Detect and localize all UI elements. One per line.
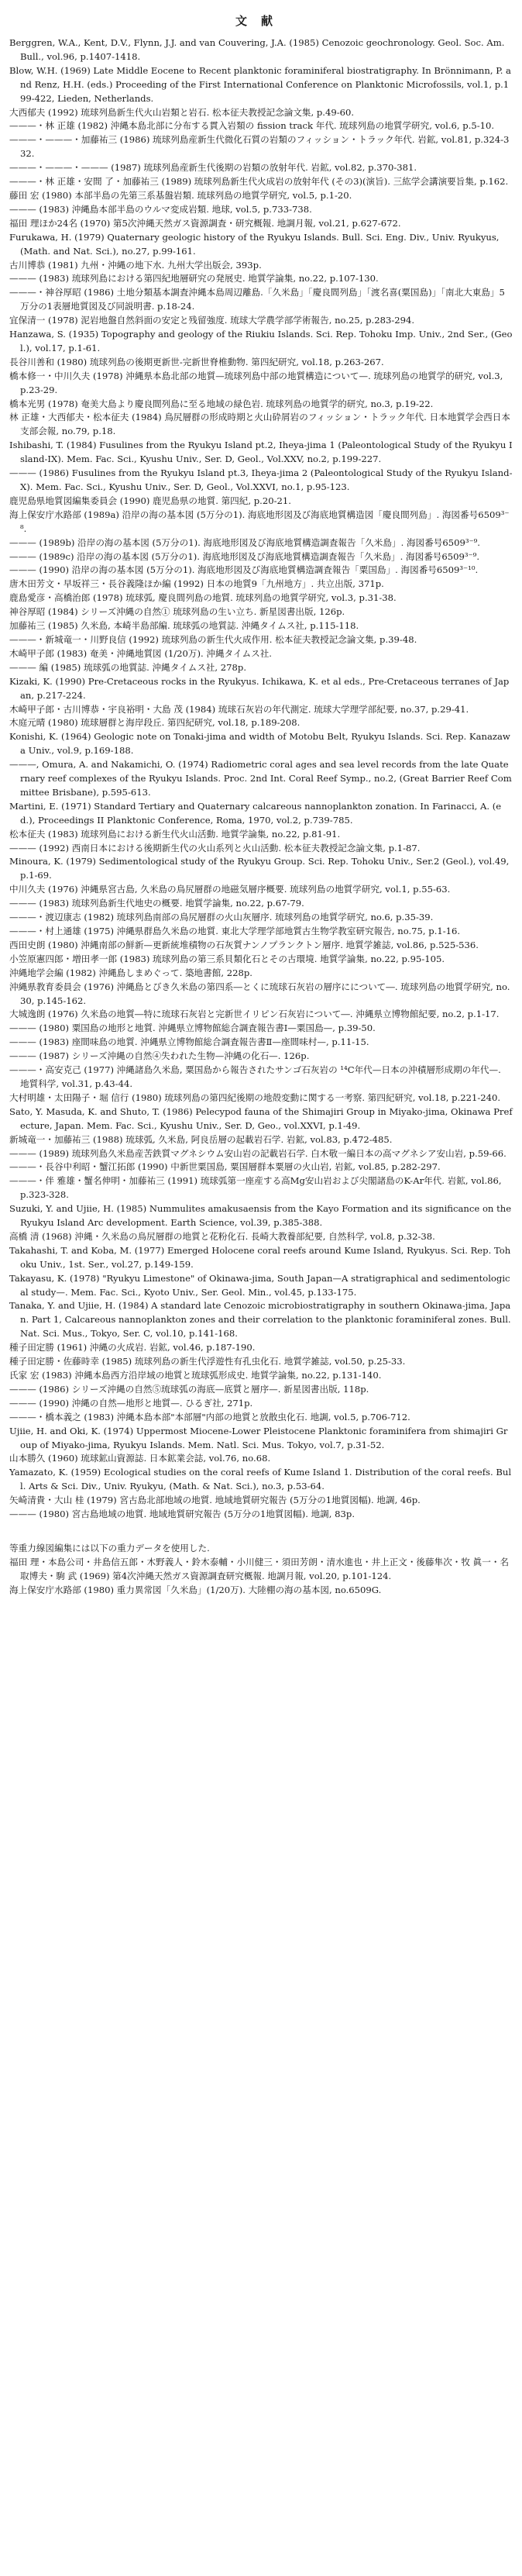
reference-entry: Takayasu, K. (1978) "Ryukyu Limestone" of Okinawa-jima, South Japan—A stratigraphical and sedimentological study—. Mem. Fac. Sci., Kyoto Univ., Ser. Geol. Min., vol.45, p.133-175. xyxy=(9,1272,510,1298)
reference-entry: 唐木田芳文・早坂祥三・長谷義隆ほか編 (1992) 日本の地質9「九州地方」. 共立出版, 371p. xyxy=(9,578,384,590)
reference-entry: ———・高安克己 (1977) 沖縄諸島久米島, 粟国島から報告されたサンゴ石灰岩の ¹⁴C年代—日本の沖積層形成期の年代—. 地質科学, vol.31, p.43-44. xyxy=(9,1064,501,1089)
reference-entry: 山本勝久 (1960) 琉球鉱山資源誌. 日本鉱業会誌, vol.76, no.68. xyxy=(9,1453,271,1464)
reference-entry: ———, Omura, A. and Nakamichi, O. (1974) Radiometric coral ages and sea level records from the late Quaternary reef complexes of the Ryukyu Islands. Proc. 2nd Int. Coral Reef Symp., no.2, (Great Barrier Reef Committee Brisbane), p.595-613. xyxy=(9,759,512,798)
reference-entry: ——— (1983) 琉球列島新生代地史の概要. 地質学論集, no.22, p.67-79. xyxy=(9,898,304,909)
reference-entry: 林 正雄・大西郁夫・松本征夫 (1984) 鳥尻層群の形成時期と火山砕屑岩のフィッション・トラック年代. 日本地質学会西日本支部会報, no.79, p.18. xyxy=(9,412,510,437)
reference-entry: 沖縄地学会編 (1982) 沖縄島しまめぐって. 築地書館, 228p. xyxy=(9,967,252,978)
reference-entry: ——— (1983) 座間味島の地質. 沖縄県立博物館総合調査報告書Ⅱ—座間味村—, p.11-15. xyxy=(9,1036,369,1048)
reference-entry: ———・神谷厚昭 (1986) 土地分類基本調査沖縄本島周辺離島.「久米島」「慶良間列島」「渡名喜(粟国島)」「南北大東島」5万分の1表層地質図及び同説明書. p.18-24. xyxy=(9,287,505,312)
reference-entry: 橋本光男 (1978) 奄美大島より慶良間列島に至る地域の緑色岩. 琉球列島の地質学的研究, no.3, p.19-22. xyxy=(9,398,434,409)
reference-entry: Takahashi, T. and Koba, M. (1977) Emerged Holocene coral reefs around Kume Island, Ryukyus. Sci. Rep. Tohoku Univ., 1st. Ser., vol.27, p.149-159. xyxy=(9,1244,511,1270)
reference-entry: Blow, W.H. (1969) Late Middle Eocene to Recent planktonic foraminiferal biostratigraphy. In Brönnimann, P. and Renz, H.H. (eds.) Proceeding of the First International Conference on Planktonic Microfossils, vol.1, p.199-422, Lieden, Netherlands. xyxy=(9,64,511,104)
reference-entry: Ujiie, H. and Oki, K. (1974) Uppermost Miocene-Lower Pleistocene Planktonic foraminifera from shimajiri Group of Miyako-jima, Ryukyu Islands. Mem. Natl. Sci. Mus. Tokyo, vol.7, p.31-52. xyxy=(9,1425,508,1450)
reference-entry: 松本征夫 (1983) 琉球列島における新生代火山活動. 地質学論集, no.22, p.81-91. xyxy=(9,828,341,840)
reference-entry: Suzuki, Y. and Ujiie, H. (1985) Nummulites amakusaensis from the Kayo Formation and its significance on the Ryukyu Island Arc development. Earth Science, vol.39, p.385-388. xyxy=(9,1203,512,1229)
reference-entry: 福田 理ほか24名 (1970) 第5次沖縄天然ガス資源調査・研究概報. 地調月報, vol.21, p.627-672. xyxy=(9,217,401,229)
reference-entry: 大城逸朗 (1976) 久米島の地質―特に琉球石灰岩と完新世イリピン石灰岩について―. 沖縄県立博物館紀要, no.2, p.1-17. xyxy=(9,1009,500,1020)
reference-entry: Tanaka, Y. and Ujiie, H. (1984) A standard late Cenozoic microbiostratigraphy in southern Okinawa-jima, Japan. Part 1, Calcareous nannoplankton zones and their correlation to the planktonic foraminiferal zones. Bull. Nat. Sci. Mus., Tokyo, Ser. C, vol.10, p.141-168. xyxy=(9,1300,511,1340)
reference-entry: ——— (1992) 西南日本における後期新生代の火山系列と火山活動. 松本征夫教授記念論文集, p.1-87. xyxy=(9,842,421,853)
reference-entry: ———・林 正雄・安間 了・加藤祐三 (1989) 琉球列島新生代火成岩の放射年代 (その3)(演旨). 三紘学会講演要旨集, p.162. xyxy=(9,176,509,188)
reference-entry: ——— (1980) 宮古島地域の地質. 地域地質研究報告 (5万分の1地質図幅). 地調, 83p. xyxy=(9,1509,355,1520)
reference-entry: 鹿島愛彦・高橋治郎 (1978) 琉球弧, 慶良間列島の地質. 琉球列島の地質学研究, vol.3, p.31-38. xyxy=(9,592,397,604)
reference-entry: 橋本修一・中川久夫 (1978) 沖縄県本島北部の地質—琉球列島中部の地質構造について—. 琉球列島の地質学的研究, vol.3, p.23-29. xyxy=(9,370,503,395)
reference-entry: ——— (1989b) 沿岸の海の基本図 (5万分の1). 海底地形図及び海底地質構造調査報告「久米島」. 海図番号6509³⁻⁹. xyxy=(9,536,480,548)
reference-entry: 矢崎清貴・大山 桂 (1979) 宮古島北部地域の地質. 地域地質研究報告 (5万分の1地質図幅). 地調, 46p. xyxy=(9,1495,421,1506)
reference-entry: ——— (1989c) 沿岸の海の基本図 (5万分の1). 海底地形図及び海底地質構造調査報告「久米島」. 海図番号6509³⁻⁹. xyxy=(9,550,479,562)
reference-entry: 沖縄県教育委員会 (1976) 沖縄島とびき久米島の第四系―とくに琉球石灰岩の層序にについて―. 琉球列島の地質学研究, no.30, p.145-162. xyxy=(9,981,510,1006)
reference-entry: Sato, Y. Masuda, K. and Shuto, T. (1986) Pelecypod fauna of the Shimajiri Group in Miyako-jima, Okinawa Prefecture, Japan. Mem. Fac. Sci., Kyushu Univ., Ser. D, Geo., vol.XXVI, p.1-49. xyxy=(9,1105,513,1131)
reference-list xyxy=(9,36,513,1522)
reference-entry: 鹿児島県地質図編集委員会 (1990) 鹿児島県の地質. 第四紀, p.20-21. xyxy=(9,495,291,506)
reference-entry: ——— (1986) Fusulines from the Ryukyu Island pt.3, Iheya-jima 2 (Paleontological Study of the Ryukyu Island-X). Mem. Fac. Sci., Kyushu Univ., Ser. D, Geol., Vol.XXVI, no.1, p.95-123. xyxy=(9,467,513,492)
reference-entry: Minoura, K. (1979) Sedimentological study of the Ryukyu Group. Sci. Rep. Tohoku Univ., Ser.2 (Geol.), vol.49, p.1-69. xyxy=(9,856,510,881)
reference-entry: 古川博恭 (1981) 九州・沖縄の地下水. 九州大学出版会, 393p. xyxy=(9,259,262,271)
note-entry: 福田 理・本島公司・井島信五郎・木野義人・鈴木泰輔・小川健三・須田芳朗・清水進也・井上正文・後藤隼次・牧 眞一・名取博夫・駒 武 (1969) 第4次沖縄天然ガス資源調査研究概報. 地調月報, vol.20, p.101-124. xyxy=(9,1556,510,1581)
reference-entry: Konishi, K. (1964) Geologic note on Tonaki-jima and width of Motobu Belt, Ryukyu Islands. Sci. Rep. Kanazawa Univ., vol.9, p.169-188. xyxy=(9,731,510,757)
reference-entry: 神谷厚昭 (1984) シリーズ沖縄の自然① 琉球列島の生い立ち. 新星図書出版, 126p. xyxy=(9,606,345,618)
reference-entry: Martini, E. (1971) Standard Tertiary and Quaternary calcareous nannoplankton zonation. In Farinacci, A. (ed.), Proceedings II Planktonic Conference, Roma, 1970, vol.2, p.739-785. xyxy=(9,800,502,826)
reference-entry: 中川久夫 (1976) 沖縄県宮古島, 久米島の鳥尻層群の地磁気層序概要. 琉球列島の地質学研究, vol.1, p.55-63. xyxy=(9,884,451,895)
reference-entry: 高橋 清 (1968) 沖縄・久米島の鳥尻層群の地質と花粉化石. 長崎大教養部紀要, 自然科学, vol.8, p.32-38. xyxy=(9,1230,435,1242)
reference-entry: ———・新城竜一・川野良信 (1992) 琉球列島の新生代火成作用. 松本征夫教授記念論文集, p.39-48. xyxy=(9,633,417,645)
page-title: 文献 xyxy=(235,14,287,28)
reference-entry: Yamazato, K. (1959) Ecological studies on the coral reefs of Kume Island 1. Distribution of the coral reefs. Bull. Arts & Sci. Div., Univ. Ryukyu, (Math. & Nat. Sci.), no.3, p.53-64. xyxy=(9,1467,512,1492)
reference-entry: ——— (1990) 沿岸の海の基本図 (5万分の1). 海底地形図及び海底地質構造調査報告「粟国島」. 海図番号6509³⁻¹⁰. xyxy=(9,564,479,576)
reference-entry: Furukawa, H. (1979) Quaternary geologic history of the Ryukyu Islands. Bull. Sci. Eng. Div., Univ. Ryukyus, (Math. and Nat. Sci.), no.27, p.99-161. xyxy=(9,231,500,257)
reference-entry: 新城竜一・加藤祐三 (1988) 琉球弧, 久米島, 阿良岳層の起載岩石学. 岩鉱, vol.83, p.472-485. xyxy=(9,1133,393,1145)
reference-entry: 藤田 宏 (1980) 本部半島の先第三系基盤岩類. 琉球列島の地質学研究, vol.5, p.1-20. xyxy=(9,189,352,201)
reference-entry: Berggren, W.A., Kent, D.V., Flynn, J.J. and van Couvering, J.A. (1985) Cenozoic geochronology. Geol. Soc. Am. Bull., vol.96, p.1407-1418. xyxy=(9,37,505,62)
reference-entry: ——— (1980) 粟国島の地形と地質. 沖縄県立博物館総合調査報告書Ⅰ—粟国島—, p.39-50. xyxy=(9,1022,376,1034)
reference-entry: ——— (1986) シリーズ沖縄の自然⑤琉球弧の海底—底質と層序—. 新星図書出版, 118p. xyxy=(9,1383,369,1395)
reference-entry: 西田史朗 (1980) 沖縄南部の鮮新—更新統堆積物の石灰質ナンノプランクトン層序. 地質学雑誌, vol.86, p.525-536. xyxy=(9,939,479,950)
reference-entry: ——— (1989) 琉球列島久米島産苦鉄質マグネシウム安山岩の記載岩石学. 白木敬一編日本の高マグネシア安山岩, p.59-66. xyxy=(9,1147,507,1159)
reference-entry: ———・長谷中利昭・蟹江拓郎 (1990) 中新世粟国島, 粟国層群本粟層の火山岩, 岩鉱, vol.85, p.282-297. xyxy=(9,1161,441,1173)
reference-entry: ——— 編 (1985) 琉球弧の地質誌. 沖縄タイムス社, 278p. xyxy=(9,661,247,673)
reference-entry: 種子田定勝 (1961) 沖縄の火成岩. 岩鉱, vol.46, p.187-190. xyxy=(9,1342,256,1354)
reference-entry: ———・橋本義之 (1983) 沖縄本島本部"本部層"内部の地質と放散虫化石. 地調, vol.5, p.706-712. xyxy=(9,1411,410,1422)
reference-entry: ———・林 正雄 (1982) 沖縄本島北部に分布する貫入岩類の fission track 年代. 琉球列島の地質学研究, vol.6, p.5-10. xyxy=(9,120,495,132)
reference-entry: 大村明雄・太田陽子・堀 信行 (1980) 琉球列島の第四紀後期の地殻変動に関する一考察. 第四紀研究, vol.18, p.221-240. xyxy=(9,1091,501,1103)
reference-entry: Kizaki, K. (1990) Pre-Cretaceous rocks in the Ryukyus. Ichikawa, K. et al eds., Pre-Cretaceous terranes of Japan, p.217-224. xyxy=(9,675,510,701)
reference-entry: ——— (1983) 沖縄島本部半島のウルマ変成岩類. 地球, vol.5, p.733-738. xyxy=(9,203,312,215)
reference-entry: 海上保安庁水路部 (1989a) 沿岸の海の基本図 (5万分の1). 海底地形図及び海底地質構造図「慶良間列島」. 海図番号6509³⁻⁸. xyxy=(9,509,510,534)
reference-entry: ———・渡辺康志 (1982) 琉球列島南部の鳥尻層群の火山灰層序. 琉球列島の地質学研究, no.6, p.35-39. xyxy=(9,912,434,923)
reference-entry: ———・———・加藤祐三 (1986) 琉球列島産新生代微化石質の岩類のフィッション・トラック年代. 岩鉱, vol.81, p.324-332. xyxy=(9,134,510,160)
reference-entry: 小笠原憲四郎・増田孝一郎 (1983) 琉球列島の第三系貝類化石とその古環境. 地質学論集, no.22, p.95-105. xyxy=(9,953,445,964)
reference-entry: 木崎甲子郎 (1983) 奄美・沖縄地質図 (1/20万). 沖縄タイムス社. xyxy=(9,647,272,659)
reference-entry: 氏家 宏 (1983) 沖縄本島西方沿岸域の地質と琉球弧形成史. 地質学論集, no.22, p.131-140. xyxy=(9,1370,382,1381)
reference-entry: 種子田定勝・佐藤時幸 (1985) 琉球列島の新生代浮遊性有孔虫化石. 地質学雑誌, vol.50, p.25-33. xyxy=(9,1356,406,1367)
reference-entry: ———・村上通雄 (1975) 沖縄県群島久米島の地質. 東北大学理学部地質古生物学教室研究報告, no.75, p.1-16. xyxy=(9,926,461,936)
reference-entry: ———・伴 雅雄・蟹名伸明・加藤祐三 (1991) 琉球弧第一座産する高Mg安山岩および尖閣諸島のK-Ar年代. 岩鉱, vol.86, p.323-328. xyxy=(9,1175,502,1201)
reference-entry: Ishibashi, T. (1984) Fusulines from the Ryukyu Island pt.2, Iheya-jima 1 (Paleontological Study of the Ryukyu Island-IX). Mem. Fac. Sci., Kyushu Univ., Ser. D, Geol., Vol.XXV, no.2, p.199-227. xyxy=(9,440,513,465)
reference-entry: Hanzawa, S. (1935) Topography and geology of the Riukiu Islands. Sci. Rep. Tohoku Imp. Univ., 2nd Ser., (Geol.), vol.17, p.1-61. xyxy=(9,329,513,353)
reference-entry: 大西郁夫 (1992) 琉球列島新生代火山岩類と岩石. 松本征夫教授記念論文集, p.49-60. xyxy=(9,106,355,118)
note-intro: 等重力線図編集には以下の重力データを使用した. xyxy=(9,1542,210,1554)
reference-entry: 宜保清一 (1978) 泥岩地盤自然斜面の安定と残留強度. 琉球大学農学部学術報告, no.25, p.283-294. xyxy=(9,315,415,326)
reference-entry: 木庭元晴 (1980) 琉球層群と海岸段丘. 第四紀研究, vol.18, p.189-208. xyxy=(9,717,300,729)
note-entry: 海上保安庁水路部 (1980) 重力異常図「久米島」(1/20万). 大陸棚の海の基本図, no.6509G. xyxy=(9,1584,382,1595)
reference-entry: 木崎甲子郎・古川博恭・宇良裕明・大島 茂 (1984) 琉球石灰岩の年代測定. 琉球大学理学部紀要, no.37, p.29-41. xyxy=(9,703,469,715)
reference-entry: ——— (1983) 琉球列島における第四紀地層研究の発展史. 地質学論集, no.22, p.107-130. xyxy=(9,273,379,284)
reference-entry: ——— (1987) シリーズ沖縄の自然④失われた生物—沖縄の化石—. 126p. xyxy=(9,1050,310,1062)
reference-entry: ——— (1990) 沖縄の自然—地形と地質—. ひるぎ社, 271p. xyxy=(9,1397,253,1409)
gravity-data-note xyxy=(9,1542,513,1598)
reference-entry: 加藤祐三 (1985) 久米島, 本崎半島部編. 琉球弧の地質誌. 沖縄タイムス社, p.115-118. xyxy=(9,620,359,632)
reference-entry: 長谷川善和 (1980) 琉球列島の後期更新世-完新世脊椎動物. 第四紀研究, vol.18, p.263-267. xyxy=(9,356,384,367)
reference-entry: ———・———・——— (1987) 琉球列島産新生代後期の岩類の放射年代. 岩鉱, vol.82, p.370-381. xyxy=(9,162,417,174)
